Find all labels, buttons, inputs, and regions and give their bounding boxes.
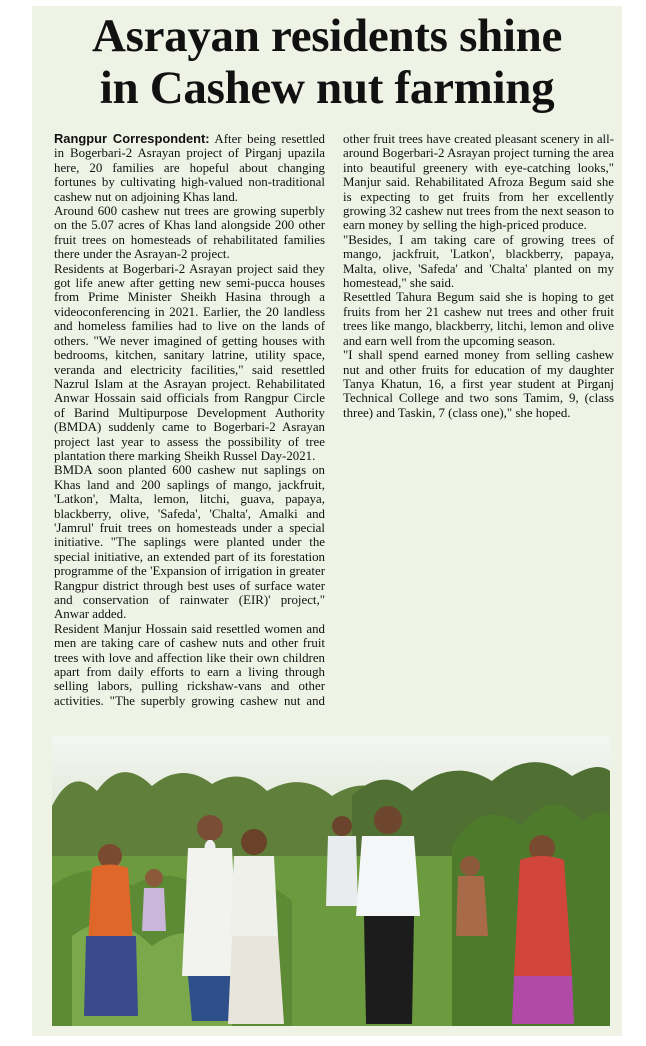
- paragraph: "Besides, I am taking care of growing trees of mango, jackfruit, 'Latkon', blackberry, papaya, Malta, olive, 'Safeda' and 'Chalta' planted on my homestead," she said.: [343, 232, 614, 291]
- paragraph: Resident Manjur Hossain said resettled women and men are taking care of cashew nuts and other fruit trees with love and affection like their own children apart from daily efforts to earn a living through selling labors, pulling rickshaw-vans and other activities. "The superbly growing cashew nut and other fruit trees have created pleasant scenery in all-around Bogerbari-2 Asrayan project turning the area into beautiful greenery with eye-catching looks," Manjur said. Rehabilitated Afroza Begum said she is expecting to get fruits from her excellently growing 32 cashew nut trees from the next season to earn money by selling the high-priced produce.: [54, 132, 614, 708]
- paragraph: [54, 132, 325, 204]
- paragraph: BMDA soon planted 600 cashew nut saplings on Khas land and 200 saplings of mango, jackfruit, 'Latkon', Malta, lemon, litchi, guava, papaya, blackberry, olive, 'Safeda', 'Chalta', Amalki and 'Jamrul' fruit trees on homesteads under a special initiative. "The saplings were planted under the special initiative, an extended part of its forestation programme of the 'Expansion of irrigation in greater Rangpur district through best uses of surface water and conservation of rainwater (EIR)' project," Anwar added.: [54, 463, 325, 622]
- newspaper-clipping: [32, 6, 622, 1036]
- headline-line-1: Asrayan residents shine: [91, 10, 563, 62]
- headline: [32, 6, 622, 114]
- paragraph: Around 600 cashew nut trees are growing superbly on the 5.07 acres of Khas land alongside 200 other fruit trees on homesteads of rehabilitated families there under the Asrayan-2 project.: [54, 204, 325, 262]
- article-photo: [52, 736, 610, 1026]
- headline-line-2: in Cashew nut farming: [99, 62, 555, 114]
- paragraph: Resettled Tahura Begum said she is hoping to get fruits from her 21 cashew nut trees and other fruit trees like mango, blackberry, litchi, lemon and olive and earn well from the upcoming season.: [343, 290, 614, 348]
- photo-illustration: [52, 736, 610, 1026]
- paragraph: "I shall spend earned money from selling cashew nut and other fruits for education of my daughter Tanya Khatun, 16, a first year student at Pirganj Technical College and two sons Tamim, 9, (class three) and Taskin, 7 (class one)," she hoped.: [343, 348, 614, 420]
- article-body: [54, 132, 614, 722]
- paragraph-text: After being resettled in Bogerbari-2 Asrayan project of Pirganj upazila here, 20 families are hopeful about changing fortunes by cultivating high-valued non-traditional cashew nut on adjoining Khas land.: [54, 132, 325, 204]
- byline: Rangpur Correspondent:: [54, 131, 210, 146]
- paragraph: Residents at Bogerbari-2 Asrayan project said they got life anew after getting new semi-pucca houses from Prime Minister Sheikh Hasina through a videoconferencing in 2021. Earlier, the 20 landless and homeless families had to live on the lands of others. "We never imagined of getting houses with bedrooms, kitchen, sanitary latrine, utility space, veranda and electricity facilities," said resettled Nazrul Islam at the Asrayan project. Rehabilitated Anwar Hossain said officials from Rangpur Circle of Barind Multipurpose Development Authority (BMDA) suddenly came to Bogerbari-2 Asrayan project last year to assess the possibility of tree plantation there marking Sheikh Russel Day-2021.: [54, 261, 325, 463]
